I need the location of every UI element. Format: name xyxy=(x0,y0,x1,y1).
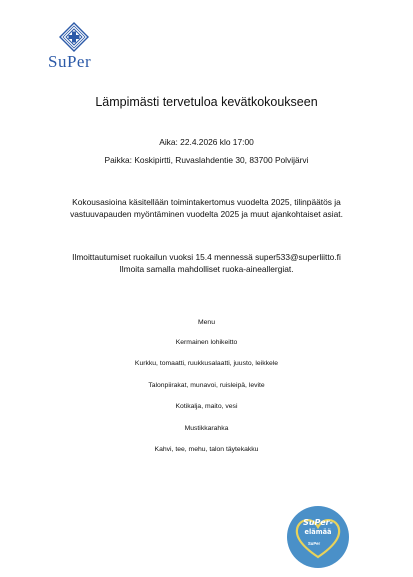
menu-item: Kurkku, tomaatti, ruukkusalaatti, juusto, leikkele xyxy=(134,360,279,368)
super-elamaa-badge xyxy=(286,505,350,569)
agenda-paragraph xyxy=(0,196,413,220)
meeting-time: Aika: 22.4.2026 klo 17:00 xyxy=(159,137,254,147)
meeting-place: Paikka: Koskipirtti, Ruvaslahdentie 30, 83700 Polvijärvi xyxy=(104,155,309,165)
super-logo xyxy=(48,22,108,74)
menu-heading: Menu xyxy=(197,319,215,326)
heart-badge-icon xyxy=(286,505,350,569)
cross-in-diamond-icon xyxy=(59,22,89,52)
badge-line-2: elämää xyxy=(304,528,332,536)
logo-wordmark: SuPer xyxy=(48,52,92,71)
page-title: Lämpimästi tervetuloa kevätkokoukseen xyxy=(95,95,318,109)
menu-item: Kermainen lohikeitto xyxy=(175,339,238,346)
badge-brand: SuPer xyxy=(308,541,321,546)
menu-section xyxy=(0,317,413,465)
badge-text xyxy=(286,519,350,536)
badge-line-1: SuPer- xyxy=(303,518,333,527)
agenda-line-1: Kokousasioina käsitellään toimintakertomus vuodelta 2025, tilinpäätös ja xyxy=(72,197,341,207)
agenda-line-2: vastuuvapauden myöntäminen vuodelta 2025 ja muut ajankohtaiset asiat. xyxy=(70,209,343,219)
menu-item: Kotikalja, maito, vesi xyxy=(175,403,238,411)
menu-item: Mustikkarahka xyxy=(184,424,229,432)
registration-line-2: Ilmoita samalla mahdolliset ruoka-aineallergiat. xyxy=(119,264,294,274)
menu-item: Talonpiirakat, munavoi, ruisleipä, levite xyxy=(148,381,265,389)
registration-line-1: Ilmoittautumiset ruokailun vuoksi 15.4 mennessä super533@superliitto.fi xyxy=(72,252,341,262)
registration-paragraph xyxy=(0,251,413,275)
menu-item: Kahvi, tee, mehu, talon täytekakku xyxy=(154,445,259,453)
